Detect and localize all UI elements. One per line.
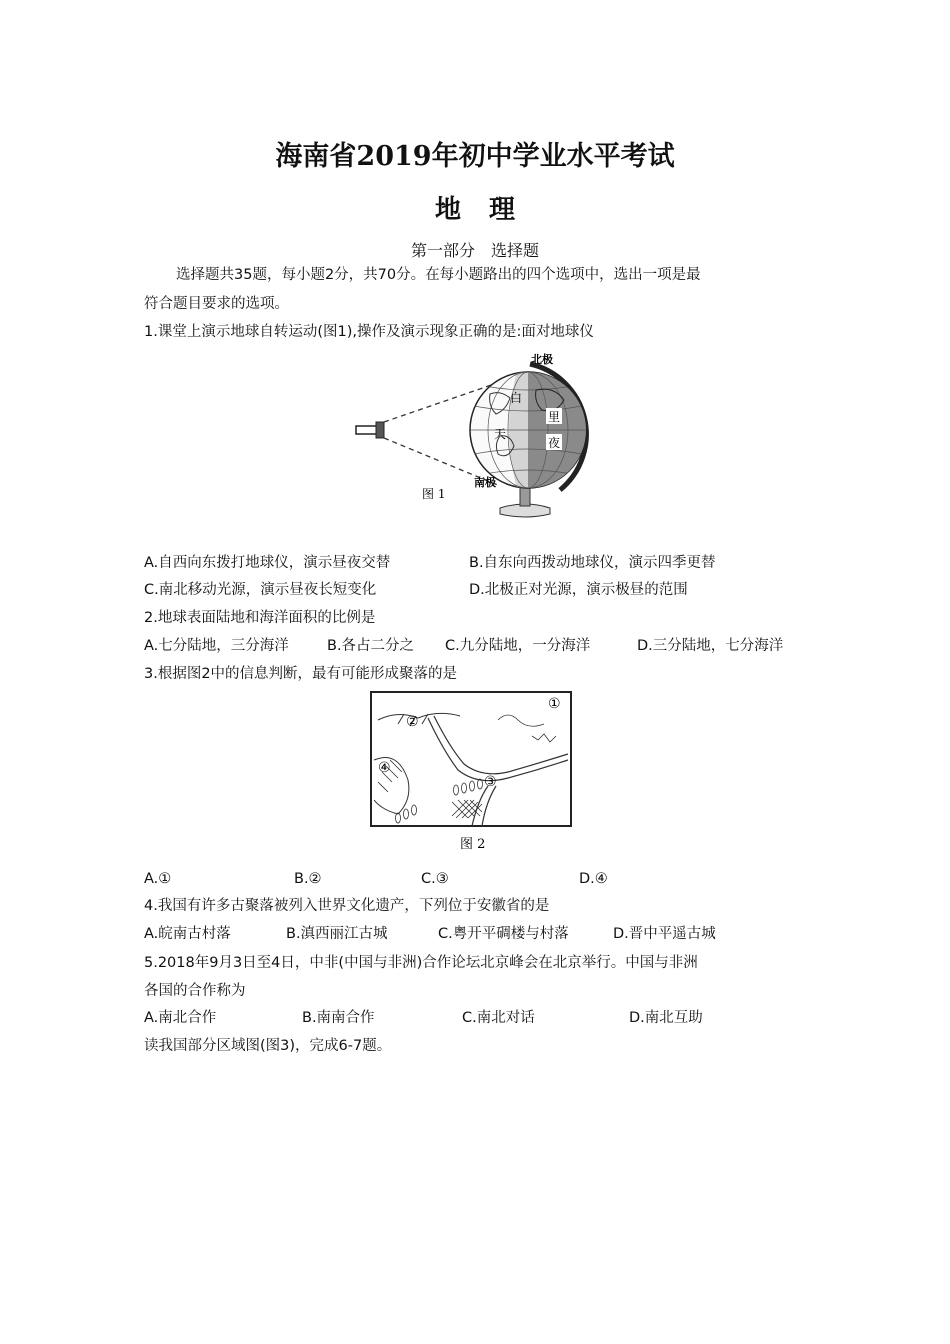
reading-instruction: 读我国部分区域图(图3)，完成6-7题。 (144, 1038, 392, 1054)
q2-option-d: D.三分陆地，七分海洋 (637, 638, 784, 654)
day-label-2: 天 (494, 427, 507, 441)
map-marker-3: ③ (484, 774, 497, 790)
map-marker-1: ① (548, 696, 561, 712)
q1-option-d: D.北极正对光源，演示极昼的范围 (469, 582, 688, 598)
q4-option-b: B.滇西丽江古城 (286, 926, 388, 942)
question-2-stem: 2.地球表面陆地和海洋面积的比例是 (144, 610, 376, 626)
q3-option-b: B.② (294, 871, 322, 887)
question-4-stem: 4.我国有许多古聚落被列入世界文化遗产，下列位于安徽省的是 (144, 898, 550, 914)
map-marker-2: ② (406, 714, 419, 730)
q4-option-d: D.晋中平遥古城 (613, 926, 716, 942)
map-marker-4: ④ (378, 760, 391, 776)
question-1-stem: 1.课堂上演示地球自转运动(图1),操作及演示现象正确的是:面对地球仪 (144, 324, 594, 340)
q3-option-d: D.④ (579, 871, 608, 887)
subject-title: 地理 (434, 195, 543, 225)
q2-option-a: A.七分陆地，三分海洋 (144, 638, 289, 654)
question-5-stem-line-2: 各国的合作称为 (144, 983, 246, 999)
figure-1-globe (350, 350, 600, 522)
instructions-line-1: 选择题共35题，每小题2分，共70分。在每小题路出的四个选项中，选出一项是最 (176, 267, 701, 283)
day-label-1: 白 (510, 391, 523, 405)
figure-2-map (368, 690, 576, 850)
question-5-stem-line-1: 5.2018年9月3日至4日，中非(中国与非洲)合作论坛北京峰会在北京举行。中国与非洲 (144, 955, 698, 971)
figure-2-caption: 图 2 (460, 837, 486, 850)
q5-option-d: D.南北互助 (629, 1010, 703, 1026)
q1-option-a: A.自西向东拨打地球仪，演示昼夜交替 (144, 555, 391, 571)
q2-option-c: C.九分陆地，一分海洋 (445, 638, 591, 654)
q3-option-c: C.③ (421, 871, 449, 887)
q3-option-a: A.① (144, 871, 172, 887)
q4-option-c: C.粤开平碉楼与村落 (438, 926, 569, 942)
question-3-stem: 3.根据图2中的信息判断，最有可能形成聚落的是 (144, 666, 458, 682)
exam-title: 海南省2019年初中学业水平考试 (275, 141, 675, 172)
q1-option-b: B.自东向西拨动地球仪，演示四季更替 (469, 555, 716, 571)
q2-option-b: B.各占二分之 (327, 638, 415, 654)
night-label-1: 里 (548, 410, 561, 424)
q5-option-a: A.南北合作 (144, 1010, 217, 1026)
q5-option-c: C.南北对话 (462, 1010, 535, 1026)
q5-option-b: B.南南合作 (302, 1010, 375, 1026)
figure-1-caption: 图 1 (422, 487, 446, 501)
section-heading: 第一部分 选择题 (410, 241, 539, 260)
q1-option-c: C.南北移动光源，演示昼夜长短变化 (144, 582, 377, 598)
north-pole-label: 北极 (531, 353, 553, 366)
night-label-2: 夜 (548, 436, 561, 450)
south-pole-label: 南极 (474, 476, 496, 489)
q4-option-a: A.皖南古村落 (144, 926, 231, 942)
instructions-line-2: 符合题目要求的选项。 (144, 296, 289, 312)
